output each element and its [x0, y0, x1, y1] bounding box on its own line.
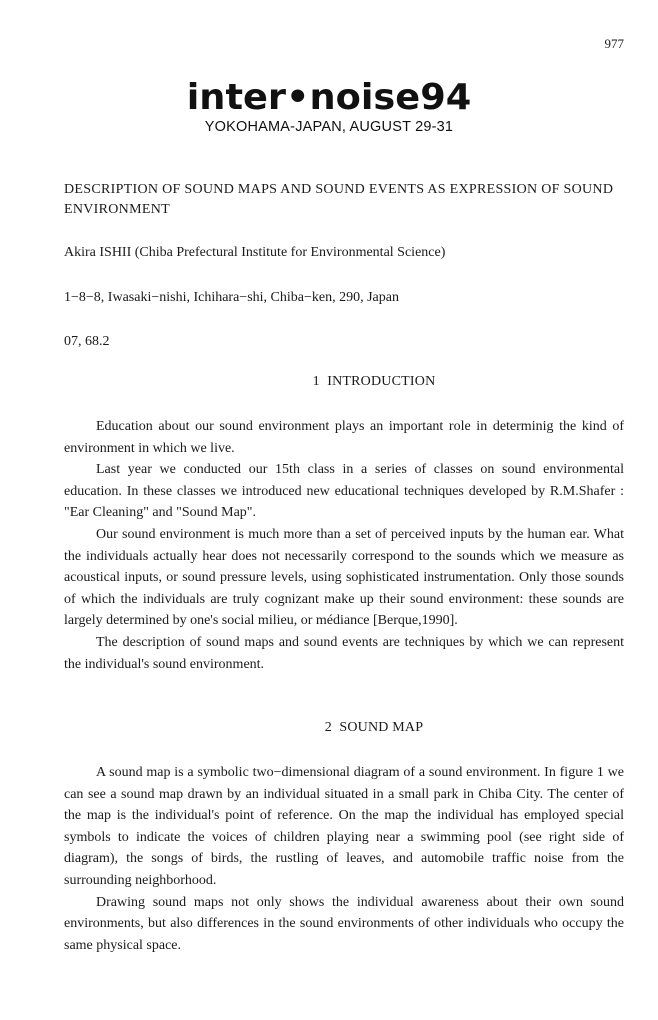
paragraph: Education about our sound environment plays an important role in determinig the kind of environment in which we live. [64, 419, 624, 456]
paragraph: Drawing sound maps not only shows the individual awareness about their own sound environments, but also differences in the sound environments of other individuals who occupy the same physical space. [64, 894, 624, 953]
paragraph: The description of sound maps and sound events are techniques by which we can represent the individual's sound environment. [64, 634, 624, 672]
section-body-sound-map [64, 762, 624, 956]
conference-logo: inter•noise94 [186, 77, 472, 118]
author-line: Akira ISHII (Chiba Prefectural Institute for Environmental Science) [64, 245, 446, 260]
section-heading-introduction [64, 374, 654, 390]
classification-code: 07, 68.2 [64, 334, 110, 349]
paragraph: Our sound environment is much more than a set of perceived inputs by the human ear. What the individuals actually hear does not necessarily correspond to the sounds which we measure as acoustical inputs, or sound pressure levels, using sophisticated instrumentation. Only those sounds of which the individuals are truly cognizant make up their sound environment: these sounds are largely determined by one's social milieu, or médiance [Berque,1990]. [64, 526, 624, 629]
section-body-introduction [64, 416, 624, 675]
page-number: 977 [604, 36, 624, 51]
section-heading-text: 2 SOUND MAP [324, 720, 424, 735]
section-heading-sound-map [64, 720, 654, 736]
paragraph: A sound map is a symbolic two−dimensional diagram of a sound environment. In figure 1 we can see a sound map drawn by an individual situated in a small park in Chiba City. The center of the map is the individual's point of reference. On the map the individual has employed special symbols to indicate the voices of children playing near a swimming pool (see right side of diagram), the songs of birds, the rustling of leaves, and automobile traffic noise from the surrounding neighborhood. [64, 765, 624, 888]
address-line: 1−8−8, Iwasaki−nishi, Ichihara−shi, Chiba−ken, 290, Japan [64, 290, 399, 305]
conference-subtitle: YOKOHAMA-JAPAN, AUGUST 29-31 [204, 119, 454, 135]
paper-title: DESCRIPTION OF SOUND MAPS AND SOUND EVENTS AS EXPRESSION OF SOUND ENVIRONMENT [64, 182, 614, 217]
paragraph: Last year we conducted our 15th class in a series of classes on sound environmental education. In these classes we introduced new educational techniques developed by R.M.Shafer : "Ear Cleaning" and "Sound Map". [64, 462, 624, 521]
section-heading-text: 1 INTRODUCTION [312, 374, 436, 389]
